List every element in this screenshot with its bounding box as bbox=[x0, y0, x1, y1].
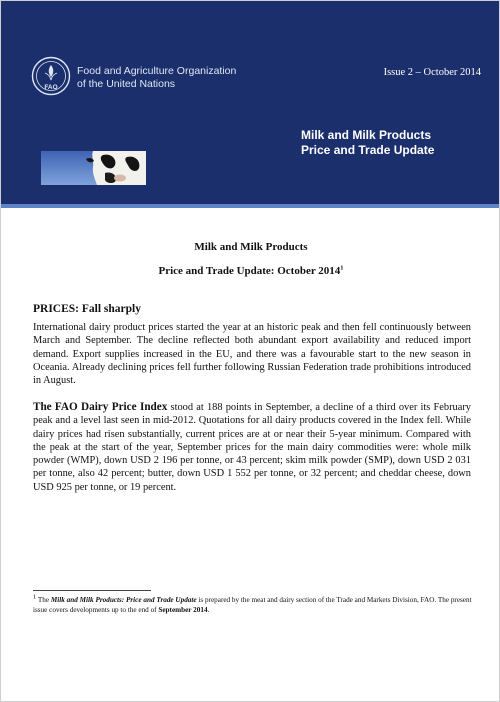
dairy-price-index-term: FAO Dairy Price Index bbox=[54, 401, 168, 413]
footnote-publication: Milk and Milk Products: Price and Trade Update bbox=[50, 596, 197, 604]
fao-logo bbox=[31, 56, 71, 96]
paragraph2-body: stood at 188 points in September, a decline of a third over its February peak and a level last seen in mid-2012. Quotations for all dairy products covered in the Index fell. While dairy prices had risen substantially, current prices are at or near their 5-year minimum. Compared with the peak at the start of the year, September prices for the main dairy commodities were: whole milk powder (WMP), down USD 2 196 per tonne, or 43 percent; skim milk powder (SMP), down USD 2 031 per tonne, also 42 percent; butter, down USD 1 552 per tonne, or 32 percent; and cheddar cheese, down USD 925 per tonne, or 19 percent. bbox=[33, 402, 471, 493]
paragraph2-the: The bbox=[33, 401, 52, 413]
footnote-the: The bbox=[37, 596, 50, 604]
footnote-mark: 1 bbox=[33, 593, 37, 601]
header-divider bbox=[1, 204, 500, 208]
footnote-date: September 2014 bbox=[158, 606, 208, 614]
cow-photo bbox=[41, 151, 146, 185]
header-title-line1: Milk and Milk Products bbox=[301, 128, 432, 142]
header-title bbox=[301, 128, 491, 158]
paragraph-dairy-index bbox=[33, 401, 471, 494]
issue-date: Issue 2 – October 2014 bbox=[383, 67, 481, 78]
footnote-text: is prepared by the meat and dairy section of the Trade and Markets Division, FAO. The present issue covers developments up to the end of bbox=[33, 596, 472, 614]
document-title: Milk and Milk Products bbox=[194, 241, 308, 253]
document-subtitle bbox=[1, 265, 500, 277]
section-heading: PRICES: Fall sharply bbox=[33, 303, 141, 315]
fao-logo-text: FAO bbox=[44, 84, 58, 91]
footnote-rule bbox=[33, 590, 151, 591]
organization-name: Food and Agriculture Organization of the United Nations bbox=[77, 65, 237, 90]
paragraph-intro: International dairy product prices started the year at an historic peak and then fell continuously between March and September. The decline reflected both abundant export availability and reduced import demand. Export supplies increased in the EU, and there was a favourable start to the new season in Oceania. Already declining prices fell further following Russian Federation trade prohibitions introduced in August. bbox=[33, 322, 471, 387]
header-band bbox=[1, 1, 500, 204]
header-title-line2: Price and Trade Update bbox=[301, 143, 435, 157]
footnote-reference: 1 bbox=[340, 264, 344, 272]
footnote-period: . bbox=[207, 606, 210, 614]
document-subtitle-text: Price and Trade Update: October 2014 bbox=[158, 265, 341, 277]
footnote bbox=[33, 595, 473, 615]
